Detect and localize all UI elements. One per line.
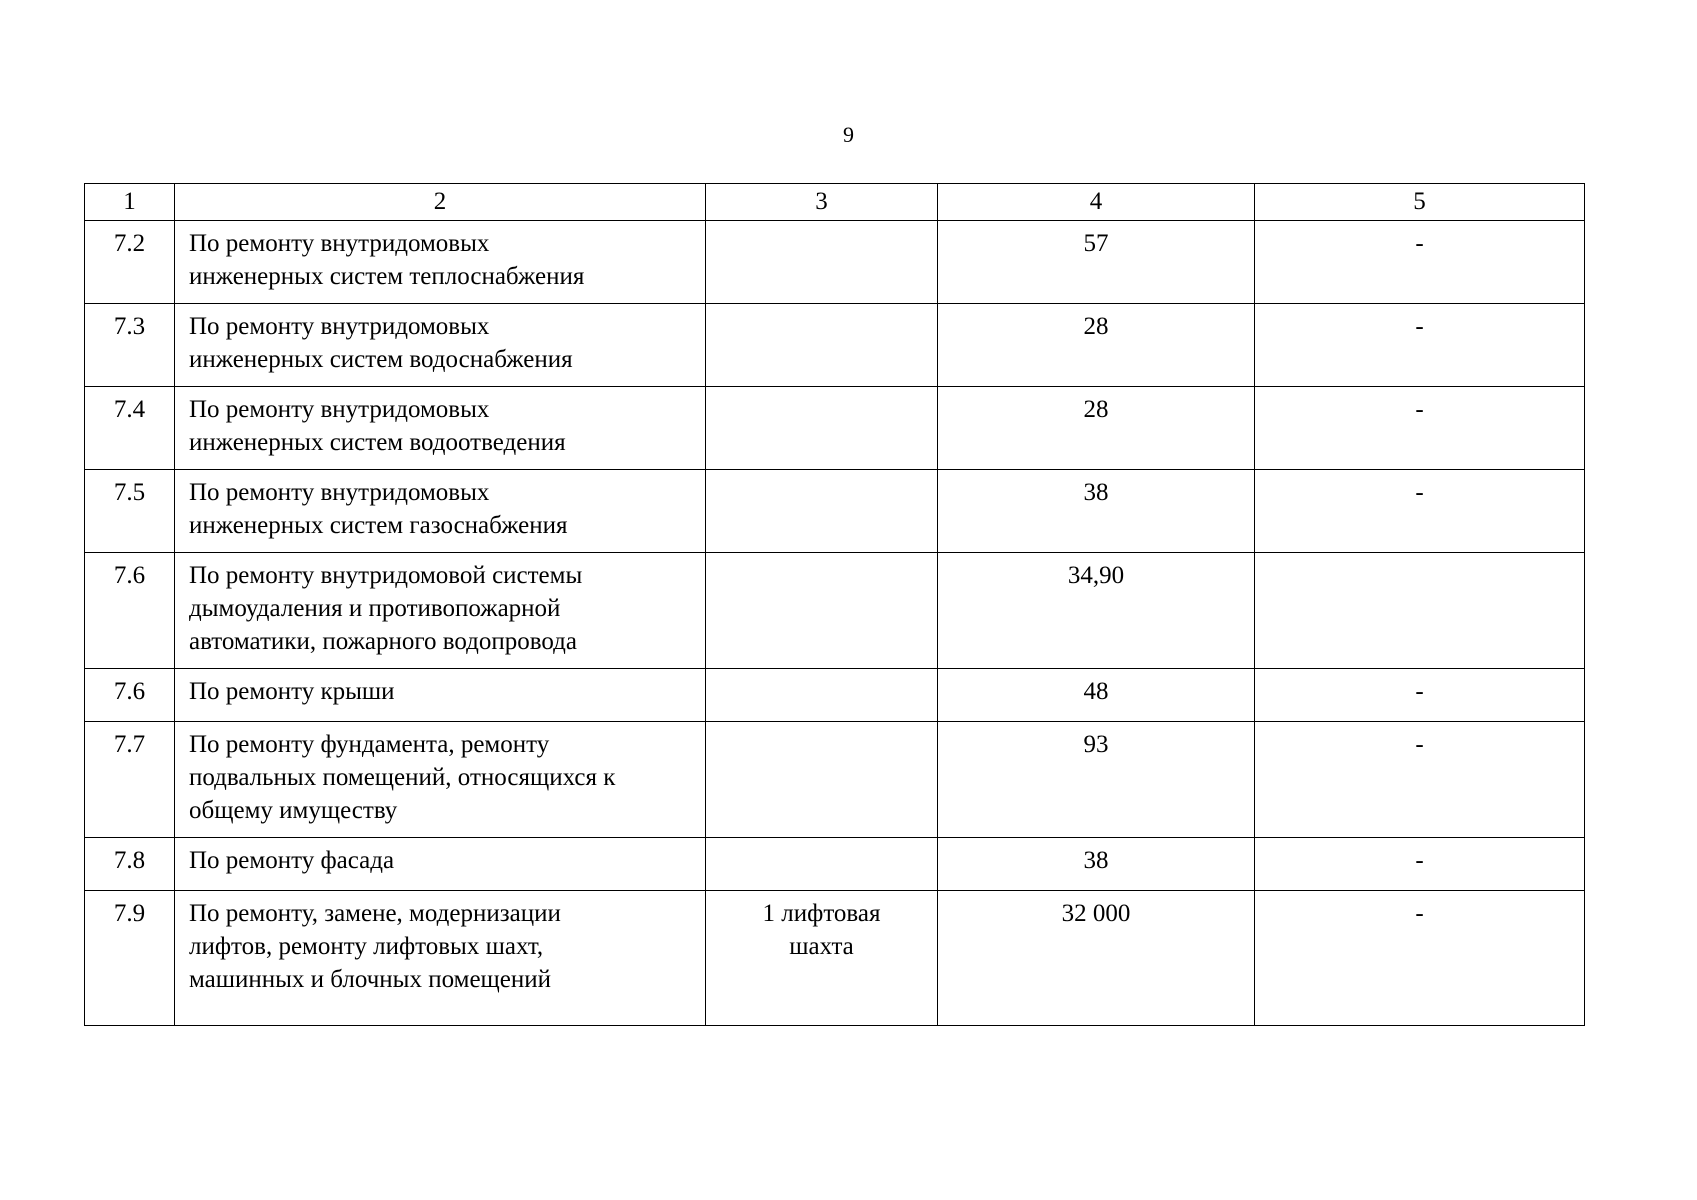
row-description xyxy=(175,304,706,387)
row-note: - xyxy=(1255,221,1585,304)
row-description xyxy=(175,553,706,669)
row-value: 38 xyxy=(938,838,1255,891)
row-unit xyxy=(706,304,938,387)
row-unit xyxy=(706,891,938,1026)
description-line: инженерных систем теплоснабжения xyxy=(189,263,585,290)
description-line: По ремонту внутридомовых xyxy=(189,479,490,506)
row-number: 7.8 xyxy=(85,838,175,891)
row-description xyxy=(175,221,706,304)
description-line: По ремонту внутридомовых xyxy=(189,230,490,257)
row-description xyxy=(175,891,706,1026)
unit-line: шахта xyxy=(789,933,854,960)
description-line: По ремонту фундамента, ремонту xyxy=(189,731,550,758)
table-row xyxy=(85,387,1585,470)
row-value: 38 xyxy=(938,470,1255,553)
row-note: - xyxy=(1255,669,1585,722)
row-number: 7.9 xyxy=(85,891,175,1026)
row-number: 7.6 xyxy=(85,553,175,669)
description-line: По ремонту внутридомовых xyxy=(189,396,490,423)
row-description xyxy=(175,838,706,891)
column-header: 1 xyxy=(85,184,175,221)
row-note xyxy=(1255,553,1585,669)
column-header: 3 xyxy=(706,184,938,221)
row-unit xyxy=(706,669,938,722)
row-value: 28 xyxy=(938,304,1255,387)
description-line: машинных и блочных помещений xyxy=(189,966,552,993)
page-number: 9 xyxy=(843,122,854,147)
description-line: инженерных систем водоснабжения xyxy=(189,346,573,373)
row-value: 93 xyxy=(938,722,1255,838)
table-row xyxy=(85,304,1585,387)
row-unit xyxy=(706,387,938,470)
row-note: - xyxy=(1255,304,1585,387)
row-number: 7.3 xyxy=(85,304,175,387)
row-value: 34,90 xyxy=(938,553,1255,669)
row-note: - xyxy=(1255,387,1585,470)
row-number: 7.6 xyxy=(85,669,175,722)
row-number: 7.5 xyxy=(85,470,175,553)
table-row xyxy=(85,669,1585,722)
description-line: По ремонту, замене, модернизации xyxy=(189,900,561,927)
description-line: По ремонту внутридомовых xyxy=(189,313,490,340)
row-note: - xyxy=(1255,722,1585,838)
description-line: подвальных помещений, относящихся к xyxy=(189,764,616,791)
column-header: 4 xyxy=(938,184,1255,221)
row-unit xyxy=(706,470,938,553)
row-description xyxy=(175,669,706,722)
column-header: 2 xyxy=(175,184,706,221)
row-value: 32 000 xyxy=(938,891,1255,1026)
description-line: По ремонту фасада xyxy=(189,847,395,874)
description-line: общему имуществу xyxy=(189,797,398,824)
data-table xyxy=(84,183,1585,1026)
description-line: По ремонту внутридомовой системы xyxy=(189,562,583,589)
row-value: 28 xyxy=(938,387,1255,470)
description-line: инженерных систем водоотведения xyxy=(189,429,566,456)
row-note: - xyxy=(1255,838,1585,891)
row-description xyxy=(175,387,706,470)
description-line: По ремонту крыши xyxy=(189,678,395,705)
row-number: 7.7 xyxy=(85,722,175,838)
description-line: автоматики, пожарного водопровода xyxy=(189,628,577,655)
column-header: 5 xyxy=(1255,184,1585,221)
row-unit xyxy=(706,838,938,891)
row-number: 7.4 xyxy=(85,387,175,470)
row-note: - xyxy=(1255,470,1585,553)
row-note: - xyxy=(1255,891,1585,1026)
row-unit xyxy=(706,221,938,304)
table-row xyxy=(85,221,1585,304)
row-value: 57 xyxy=(938,221,1255,304)
row-unit xyxy=(706,722,938,838)
description-line: лифтов, ремонту лифтовых шахт, xyxy=(189,933,544,960)
table-row xyxy=(85,722,1585,838)
description-line: инженерных систем газоснабжения xyxy=(189,512,568,539)
row-unit xyxy=(706,553,938,669)
row-description xyxy=(175,470,706,553)
table-row xyxy=(85,553,1585,669)
row-description xyxy=(175,722,706,838)
unit-line: 1 лифтовая xyxy=(762,900,881,927)
table-header-row xyxy=(85,184,1585,221)
row-number: 7.2 xyxy=(85,221,175,304)
row-value: 48 xyxy=(938,669,1255,722)
description-line: дымоудаления и противопожарной xyxy=(189,595,561,622)
table-row xyxy=(85,470,1585,553)
table-row xyxy=(85,891,1585,1026)
table-row xyxy=(85,838,1585,891)
